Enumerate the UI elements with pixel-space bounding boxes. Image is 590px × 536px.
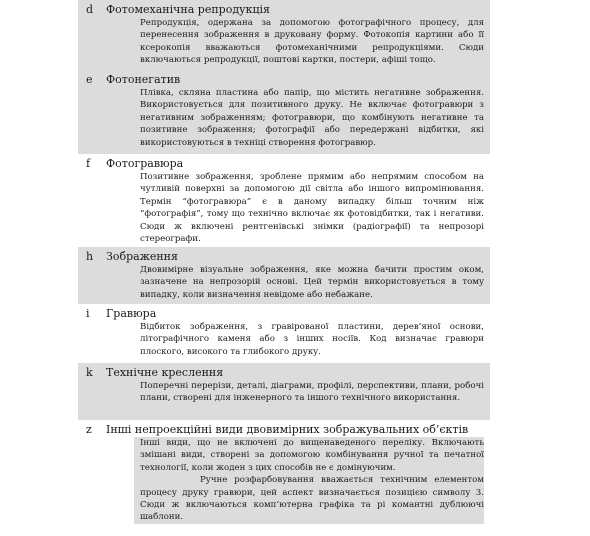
row-description xyxy=(140,321,484,358)
description-paragraph: Поперечні перерізи, деталі, діаграми, профілі, перспективи, плани, робочі плани, створені для інженерного та іншого технічного використання. xyxy=(140,381,484,404)
table-row xyxy=(78,154,490,247)
row-code: f xyxy=(86,157,91,170)
row-code: e xyxy=(86,73,93,86)
row-code: h xyxy=(86,250,94,263)
table-row xyxy=(78,247,490,304)
code-table xyxy=(78,0,490,536)
row-title: Зображення xyxy=(106,250,178,263)
description-paragraph: Інші види, що не включені до вищенаведеного переліку. Включають змішані види, створені за допомогою комбінування ручної та печатної технології, коли жоден з цих способів не є домінуючим. xyxy=(140,438,484,473)
row-code: k xyxy=(86,366,93,379)
row-code: i xyxy=(86,307,90,320)
row-description xyxy=(140,17,484,67)
row-title: Інші непроекційні види двовимірних зображувальних об’єктів xyxy=(106,423,469,436)
description-paragraph: Плівка, скляна пластина або папір, що містить негативне зображення. Використовується для позитивного друку. Не включає фотогравюри з негативним зображенням; фотогравюри, що комбінують негативне та позитивне зображення; фотографії або передержані відбитки, які використовуються в техніці створення фотогравюр. xyxy=(140,88,484,148)
description-paragraph: Відбиток зображення, з гравірованої пластини, дерев’яної основи, літографічного каменя або з інших носіїв. Код визначає гравюри плоского, високого та глибокого друку. xyxy=(140,322,484,357)
row-title: Фотогравюра xyxy=(106,157,184,170)
row-code: d xyxy=(86,3,94,16)
row-description xyxy=(140,171,484,245)
table-row xyxy=(78,70,490,154)
row-code: z xyxy=(86,423,92,436)
description-paragraph: Двовимірне візуальне зображення, яке можна бачити простим оком, зазначене на непрозорій основі. Цей термін використовується в тому випадку, коли визначення невідоме або небажане. xyxy=(140,265,484,300)
row-description xyxy=(140,380,484,405)
row-title: Технічне креслення xyxy=(106,366,224,379)
table-row xyxy=(78,0,490,70)
description-paragraph: Позитивне зображення, зроблене прямим або непрямим способом на чутливій поверхні за допомогою дії світла або іншого випромінювання. Термін “фотогравюра” є в даному випадку більш точним ніж “фотографія”, тому що технічно включає як фотовідбитки, так і негативи. Сюди ж включені рентгенівські знімки (радіографії) та непрозорі стереографи. xyxy=(140,172,484,245)
row-title: Фотонегатив xyxy=(106,73,181,86)
description-paragraph: Репродукція, одержана за допомогою фотографічного процесу, для перенесення зображення в друковану форму. Фотокопія картини або її ксерокопія вважаються фотомеханічними репродукціями. Сюди включаються репродукції, поштові картки, постери, афіші тощо. xyxy=(140,18,484,66)
table-row xyxy=(78,363,490,420)
row-title: Гравюра xyxy=(106,307,157,320)
table-row xyxy=(78,420,490,536)
row-title: Фотомеханічна репродукція xyxy=(106,3,270,16)
table-row xyxy=(78,304,490,363)
row-description xyxy=(134,437,484,524)
row-description xyxy=(140,264,484,301)
description-paragraph: Ручне розфарбовування вважається технічним елементом процесу друку гравюри, цей аспект визначається позицією символу 3. Сюди ж включаються комп’ютерна графіка та рі комантні дублюючі шаблони. xyxy=(140,475,484,523)
row-description xyxy=(140,87,484,149)
